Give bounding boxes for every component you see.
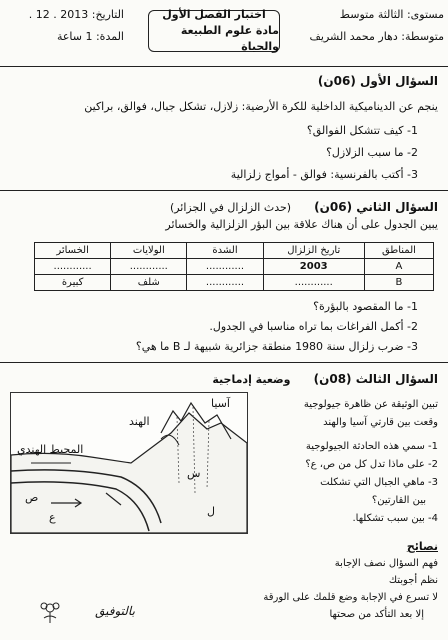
table-cell: 2003 (263, 259, 364, 275)
exam-title-box (148, 10, 280, 52)
table-cell: B (364, 275, 433, 291)
q3-intro-1: تبين الوثيقة عن ظاهرة جيولوجية (303, 399, 438, 410)
date-value: 2013 . 12 . (28, 8, 89, 21)
q2-divider (0, 362, 448, 363)
table-cell: ............ (187, 259, 263, 275)
q3-item-1: 1- سمي هذه الحادثة الجيولوجية (305, 441, 438, 452)
q3-subtitle: وضعية إدماجية (212, 373, 291, 386)
diagram-label-l: ل (207, 505, 215, 518)
table-cell: ............ (263, 275, 364, 291)
header-left (4, 4, 124, 48)
school-label: متوسطة: دهار محمد الشريف (309, 30, 444, 43)
advice-item-1: فهم السؤال نصف الإجابة (334, 558, 438, 569)
q1-intro: ينجم عن الديناميكية الداخلية للكرة الأرضية: زلازل، تشكل جبال، فوالق، براكين (84, 100, 438, 113)
duration: المدة: 1 ساعة (56, 30, 124, 43)
q2-item-2: 2- أكمل الفراغات بما تراه مناسبا في الجدول. (209, 320, 418, 333)
advice-block (263, 538, 438, 623)
date-label: التاريخ: (91, 8, 124, 21)
q1-item-1: 1- كيف تتشكل الفوالق؟ (306, 124, 418, 137)
diagram-label-asia: آسيا (211, 397, 230, 410)
advice-item-2: نظم أجوبتك (388, 575, 438, 586)
table-cell: شلف (111, 275, 187, 291)
table-row (35, 275, 434, 291)
signature-text: بالتوفيق (95, 603, 135, 618)
advice-item-4: إلا بعد التأكد من صحتها (329, 609, 424, 620)
q1-item-3: 3- أكتب بالفرنسية: فوالق - أمواج زلزالية (230, 168, 418, 181)
header-right (309, 4, 444, 48)
table-row (35, 259, 434, 275)
q1-divider (0, 190, 448, 191)
signature-block (30, 596, 135, 624)
header-divider (0, 66, 448, 67)
table-header: الخسائر (35, 243, 111, 259)
q3-text (248, 396, 438, 528)
table-header: الشدة (187, 243, 263, 259)
q3-title: السؤال الثالث (08ن) (313, 372, 438, 386)
diagram-label-s: س (187, 467, 201, 480)
table-cell: ............ (111, 259, 187, 275)
q3-item-3b: بين القارتين؟ (371, 495, 426, 506)
table-header: الولايات (111, 243, 187, 259)
diagram-label-a: ع (49, 511, 56, 524)
date-line (4, 4, 124, 26)
q2-subtitle: (حدث الزلزال في الجزائر) (169, 201, 292, 214)
q3-heading (212, 368, 438, 387)
table-header: تاريخ الزلزال (263, 243, 364, 259)
collision-diagram (10, 392, 248, 534)
table-cell: ............ (35, 259, 111, 275)
advice-item-3: لا تسرع في الإجابة وضع قلمك على الورقة (263, 592, 438, 603)
level-label: مستوى: الثالثة متوسط (339, 8, 444, 21)
exam-title: اختبار الفصل الأول (162, 8, 266, 21)
table-cell: كبيرة (35, 275, 111, 291)
q3-item-4: 4- بين سبب تشكلها. (352, 513, 438, 524)
q2-table (34, 242, 434, 291)
q1-title: السؤال الأول (06ن) (317, 74, 438, 88)
q2-intro: يبين الجدول على أن هناك علاقة بين البؤر الزلزالية والخسائر (165, 218, 438, 231)
diagram-label-ocean: المحيط الهندي (17, 443, 84, 456)
flower-doodle-icon (30, 596, 70, 624)
q1-item-2: 2- ما سبب الزلازل؟ (326, 146, 418, 159)
table-cell: ............ (187, 275, 263, 291)
table-header: المناطق (364, 243, 433, 259)
diagram-label-india: الهند (129, 415, 150, 428)
table-cell: A (364, 259, 433, 275)
table-header-row (35, 243, 434, 259)
exam-subject: مادة علوم الطبيعة والحياة (180, 24, 279, 53)
q3-item-2: 2- على ماذا تدل كل من ص، ع؟ (305, 459, 438, 470)
advice-title: نصائح (406, 540, 438, 553)
q2-item-3: 3- ضرب زلزال سنة 1980 منطقة جزائرية شبيهة لـ B ما هي؟ (135, 340, 418, 353)
diagram-label-ss: ص (25, 491, 39, 504)
q3-intro-2: وقعت بين قارتي آسيا والهند (323, 417, 438, 428)
q2-heading (170, 196, 438, 215)
q3-item-3: 3- ماهي الجبال التي تشكلت (320, 477, 438, 488)
q2-item-1: 1- ما المقصود بالبؤرة؟ (313, 300, 418, 313)
q2-title: السؤال الثاني (06ن) (314, 200, 438, 214)
